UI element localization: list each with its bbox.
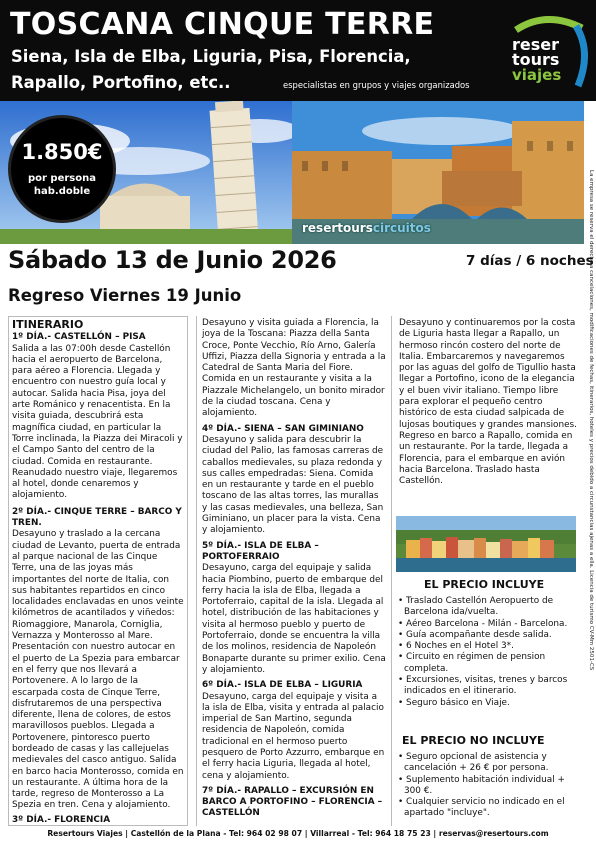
destinations-line-1: Siena, Isla de Elba, Liguria, Pisa, Florencia, xyxy=(11,47,411,66)
legal-side-text: La empresa se reserva el derecho a cancelaciones, modificaciones de fechas, itinerarios, hoteles y precios debido a circunstancias ajenas a ella. Licencia de turismo CV-Mm 2501-CS xyxy=(588,170,594,671)
resertours-logo xyxy=(506,12,590,96)
day-title: 1º DÍA.- CASTELLÓN – PISA xyxy=(12,332,146,343)
list-item: • Cualquier servicio no indicado en el apartado "incluye". xyxy=(398,797,565,819)
itinerary-column-2 xyxy=(196,316,392,826)
day-text: Desayuno y traslado a la cercana ciudad de Levanto, puerta de entrada al parque nacional de las Cinque Terre, una de las joyas más importantes del norte de Italia, con sus habitantes repartidos en cinco localidades enclavadas en unos veinte kilómetros de acantilados y viñedos: Riomaggiore, Manarola, Corniglia, Vernazza y Monterosso al Mare. Presentación con nuestro autocar en el puerto de La Spezia para embarcar en el ferry que nos llevará a Portovenere. A lo largo de la escarpada costa de Cinque Terre, disfrutaremos de una perspectiva diferente, llena de colores, de estos maravillosos pueblos. Llegada a Portovenere, pintoresco puerto bordeado de casas y las callejuelas medievales del casco antiguo. Salida en barco hacia Monterosso, comida en un restaurante. A última hora de la tarde, regreso de Monterosso a La Spezia en tren. Cena y alojamiento. xyxy=(12,529,184,811)
destinations-line-2: Rapallo, Portofino, etc.. xyxy=(11,73,231,92)
logo-text-tours: tours xyxy=(512,50,560,69)
list-item: • Excursiones, visitas, trenes y barcos indicados en el itinerario. xyxy=(398,675,568,697)
hero-photos xyxy=(0,101,584,244)
day-text: Desayuno y continuaremos por la costa de Liguria hasta llegar a Rapallo, un hermoso rincón costero del norte de Italia. Embarcaremos y navegaremos por las aguas del golfo de Tigullio hasta llegar a Portofino, icono de la elegancia y el buen vivir italiano. Tiempo libre para explorar el pequeño centro histórico de esta ciudad salpicada de lujosas boutiques y grandes mansiones. Regreso en barco a Rapallo, comida en un restaurante. Por la tarde, llegada a Florencia, para el embarque en avión hacia Barcelona. Traslado hasta Castellón. xyxy=(399,318,578,487)
day-text: Desayuno y visita guiada a Florencia, la joya de la Toscana: Piazza della Santa Croce, Ponte Vecchio, Río Arno, Galería Uffizi, Piazza della Signoria y entrada a la Catedral de Santa Maria del Fiore. Comida en un restaurante y visita a la Piazzale Michelangelo, un bonito mirador de la ciudad toscana. Cena y alojamiento. xyxy=(202,318,386,419)
legal-side-note xyxy=(582,170,594,670)
cinque-terre-photo xyxy=(396,516,576,572)
day-title: 7º DÍA.- RAPALLO – EXCURSIÓN EN BARCO A PORTOFINO – FLORENCIA – CASTELLÓN xyxy=(202,785,383,819)
day-text: Desayuno, carga del equipaje y salida hacia Piombino, puerto de embarque del ferry hacia la isla de Elba, llegada a Portoferraio, capital de la isla. Llegada al hotel, distribución de las habitaciones y visita al hermoso pueblo y puerto de Portoferraio, donde se encuentra la villa de los molinos, residencia de Napoleón Bonaparte durante su primer exilio. Cena y alojamiento. xyxy=(202,563,386,675)
itinerary-heading: ITINERARIO xyxy=(12,318,84,331)
day-text: Salida a las 07:00h desde Castellón hacia el aeropuerto de Barcelona, para aéreo a Florencia. Llegada y encuentro con nuestro guía local y autocar. Salida hacia Pisa, joya del arte Románico y renacentista. En la visita guiada, descubrirá esta magnífica ciudad, en particular la Torre inclinada, la Piazza dei Miracoli y el Campo Santo del centro de la ciudad. Comida en restaurante. Reanudado nuestro viaje, llegaremos al hotel, donde cenaremos y alojamiento. xyxy=(12,343,183,501)
watermark-label: circuitos xyxy=(372,221,431,235)
return-date: Regreso Viernes 19 Junio xyxy=(8,286,242,305)
price-per-person: por persona xyxy=(27,173,96,184)
list-item: • Seguro básico en Viaje. xyxy=(398,697,510,708)
day-text: Desayuno, carga del equipaje y visita a la isla de Elba, visita y entrada al palacio imperial de San Martino, segunda residencia de Napoleón, comida tradicional en el hermoso puerto pesquero de Porto Azzurro, embarque en el ferry hacia Liguria, llegada al hotel, cena y alojamiento. xyxy=(202,691,385,781)
list-item: • Suplemento habitación individual + 300 €. xyxy=(398,774,565,796)
page-title: TOSCANA CINQUE TERRE xyxy=(10,7,435,42)
footer-contact: Resertours Viajes | Castellón de la Plana - Tel: 964 02 98 07 | Villarreal - Tel: 964 18 75 23 | reservas@resertours.com xyxy=(47,829,549,838)
day-title: 4º DÍA.- SIENA – SAN GIMINIANO xyxy=(202,423,364,434)
list-item: • Aéreo Barcelona - Milán - Barcelona. xyxy=(398,618,568,629)
itinerary-column-1 xyxy=(8,316,188,826)
list-item: • Seguro opcional de asistencia y cancelación + 26 € por persona. xyxy=(398,752,549,774)
logo-text-viajes: viajes xyxy=(512,66,562,84)
logo-text-reser: reser xyxy=(512,35,560,54)
price-amount: 1.850€ xyxy=(21,140,103,164)
list-item: • Circuito en régimen de pension completa. xyxy=(398,652,546,674)
day-title: 3º DÍA.- FLORENCIA xyxy=(12,814,111,825)
includes-list xyxy=(398,596,578,709)
day-title: 6º DÍA.- ISLA DE ELBA – LIGURIA xyxy=(202,680,363,691)
list-item: • Traslado Castellón Aeropuerto de Barcelona ida/vuelta. xyxy=(398,596,554,618)
day-title: 5º DÍA.- ISLA DE ELBA – PORTOFERRAIO xyxy=(202,540,319,562)
excludes-list xyxy=(398,752,578,820)
departure-date: Sábado 13 de Junio 2026 xyxy=(8,246,337,274)
tagline: especialistas en grupos y viajes organizados xyxy=(283,80,470,90)
list-item: • Guía acompañante desde salida. xyxy=(398,629,552,640)
list-item: • 6 Noches en el Hotel 3*. xyxy=(398,641,514,652)
watermark-brand: resertours xyxy=(302,221,373,235)
price-room-type: hab.doble xyxy=(33,186,91,197)
day-text: Desayuno y salida para descubrir la ciudad del Palio, las famosas carreras de caballos medievales, su plaza redonda y sus calles empedradas: Siena. Comida en un restaurante y tarde en el pueblo toscano de las altas torres, las murallas y las casas medievales, una belleza, San Giminiano, un placer para la vista. Cena y alojamiento. xyxy=(202,434,384,536)
includes-heading: EL PRECIO INCLUYE xyxy=(424,578,545,591)
price-badge xyxy=(8,115,116,223)
itinerary-column-3 xyxy=(398,316,578,516)
trip-duration: 7 días / 6 noches xyxy=(466,253,594,269)
header-banner xyxy=(0,0,596,101)
day-title: 2º DÍA.- CINQUE TERRE – BARCO Y TREN. xyxy=(12,506,182,529)
excludes-heading: EL PRECIO NO INCLUYE xyxy=(402,734,545,747)
photo-watermark xyxy=(302,221,431,235)
